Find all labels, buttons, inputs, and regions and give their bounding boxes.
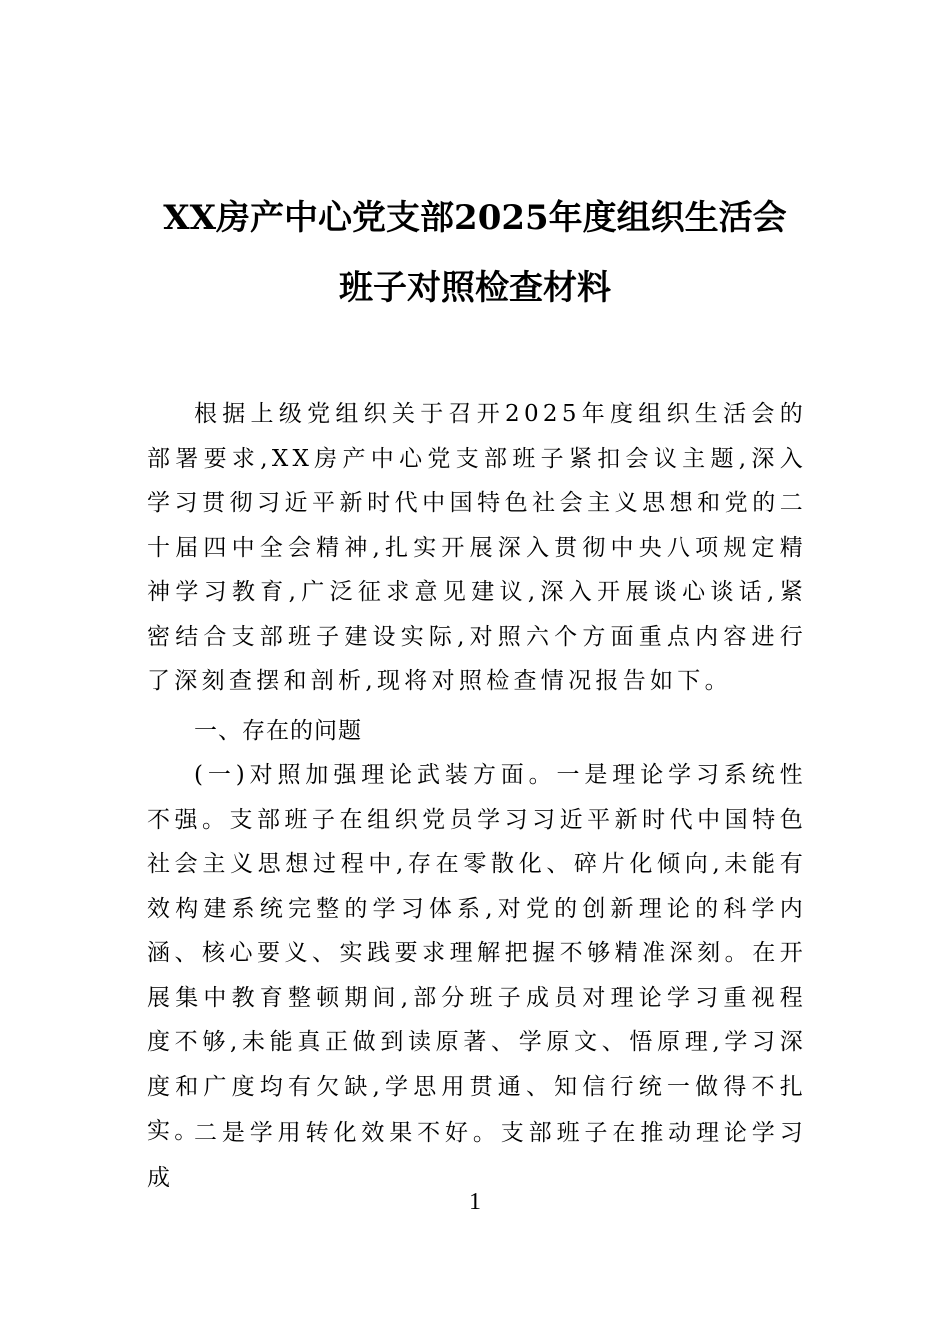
body-paragraph-intro: 根据上级党组织关于召开2025年度组织生活会的部署要求,XX房产中心党支部班子紧扣会议主题,深入学习贯彻习近平新时代中国特色社会主义思想和党的二十届四中全会精神,扎实开展深入贯彻中央八项规定精神学习教育,广泛征求意见建议,深入开展谈心谈话,紧密结合支部班子建设实际,对照六个方面重点内容进行了深刻查摆和剖析,现将对照检查情况报告如下。 (147, 401, 807, 694)
body-paragraph-application: 二是学用转化效果不好。支部班子在推动理论学习成 (147, 1120, 807, 1191)
page-number: 1 (469, 1189, 481, 1215)
document-title-line-1: XX房产中心党支部2025年度组织生活会 (163, 198, 787, 238)
body-paragraph-theory: (一)对照加强理论武装方面。一是理论学习系统性不强。支部班子在组织党员学习习近平新时代中国特色社会主义思想过程中,存在零散化、碎片化倾向,未能有效构建系统完整的学习体系,对党的创新理论的科学内涵、核心要义、实践要求理解把握不够精准深刻。在开展集中教育整顿期间,部分班子成员对理论学习重视程度不够,未能真正做到读原著、学原文、悟原理,学习深度和广度均有欠缺,学思用贯通、知信行统一做得不扎实。 (147, 762, 807, 1144)
section-heading: 一、存在的问题 (194, 718, 362, 744)
document-title-line-2: 班子对照检查材料 (339, 268, 611, 308)
